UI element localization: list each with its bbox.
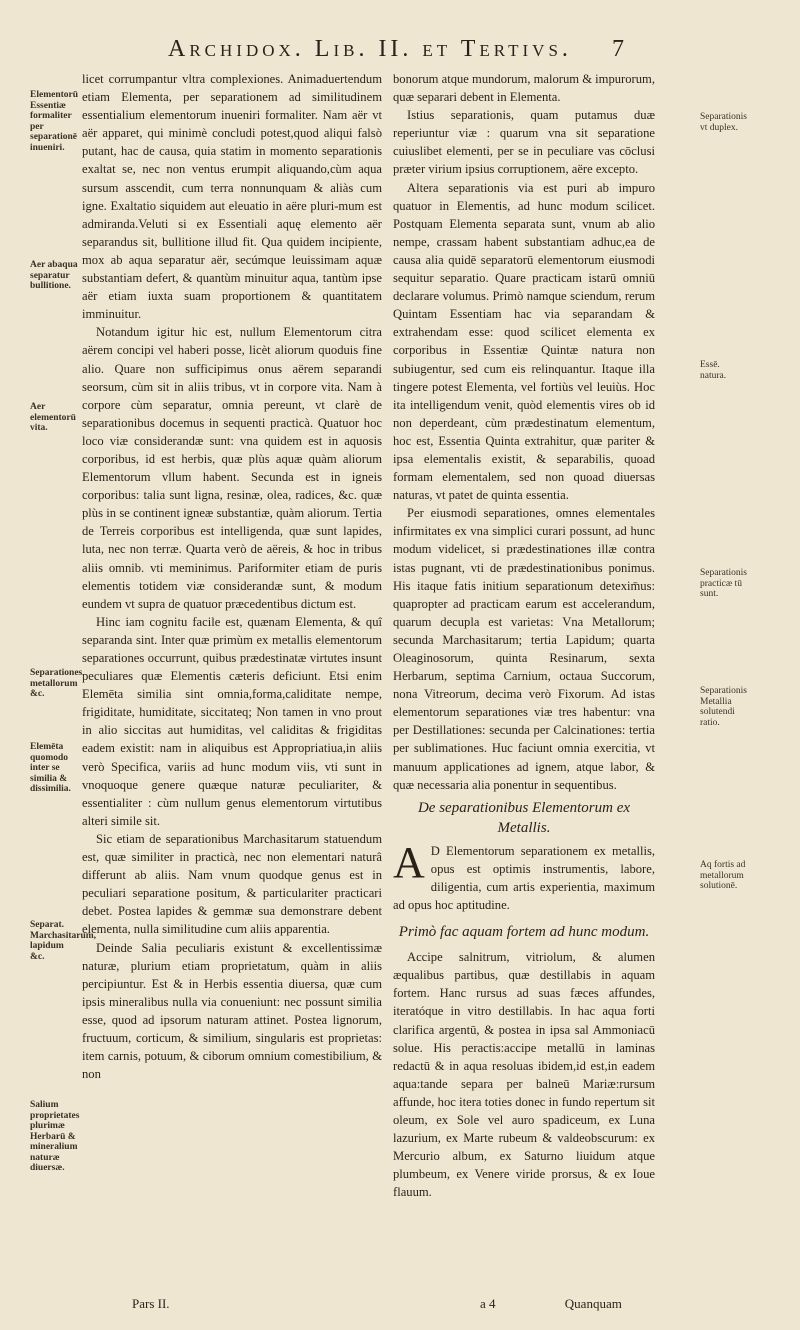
margin-note: Separat. Marchasitarum, lapidum &c. bbox=[30, 920, 97, 962]
paragraph: Per eiusmodi separationes, omnes elementales infirmitates ex vna simplici curari possunt, ad hunc modum videlicet, si prædestinationes illæ contra istas pugnant, vti de prædestinationibus ponimus. His itaque fatis initium separationum detexim̄us: quapropter ad practicam earum est accelerandum, quarum decupla est varietas: Vna Metallorum; secunda Marchasitarum; tertia Lapidum; quarta Oleaginosorum, quinta Resinarum, sexta Herbarum, septima Carnium, octaua Succorum, nona Vitreorum, decima verò Fixorum. Ad istas elementorum separationes viæ tres habentur: vna per Destillationes: secunda per Calcinationes: tertia per sublimationes. Huc faciunt omnia exercitia, vt manuum applicationes ad ignem, atque labor, & quæ necessaria alia ponentur in sequentibus. bbox=[393, 506, 655, 792]
paragraph: Altera separationis via est puri ab impuro quatuor in Elementis, ad hunc modum scilicet. Postquam Elementa separata sunt, vnum ab alio nempe, crassam habent substantiam adhuc,ea de causa alia quidē separatorū elementorum eiusmodi sequitur separatio. Quare practicam istarū omniū declarare volumus. Primò namque sciendum, rerum Quintam Essentiam hac via separandam & extrahendam esse: quod scilicet elementa ex corporibus in Essentiæ Quintæ natura non subiugentur, sed cum eis relinquantur. Itaque illa tingere potest Elementa, vel fortiùs vel leuiùs. Hoc ita intelligendum venit, quòd elementis vires ob id non deperdeant, cùm prædestinatum elementum, hoc est, Essentia Quinta extrahitur, quæ pariter & ipsa elementalis existit, & separabilis, quoad formam elementalem, sed non quoad diuersas naturas, vt patet de quinta essentia. bbox=[393, 180, 655, 503]
paragraph: Istius separationis, quam putamus duæ reperiuntur viæ : quarum vna sit separatione cuiuslibet elementi, per se in peculiare vas cōclusi præter virium ipsius corruptionem, aëre excepto. bbox=[393, 108, 655, 177]
paragraph: Notandum igitur hic est, nullum Elementorum citra aërem concipi vel haberi posse, licèt aliorum quoduis fine alio. Quare non sufficipimus onus aërem separandi seorsum, cùm sit in aliis tribus, vt in corpore vita. Nam à corpore cùm separatur, omnia pereunt, vt clarè de separationibus docemus in sequenti practicà. Quatuor hoc loco viæ considerandæ sunt: vna quidem est in aquosis corporibus, id est herbis, quæ plùs aquæ quàm aliorum Elementorum vllum habent. Secunda est in igneis corporibus: talia sunt ligna, resinæ, olea, radices, &c. quæ plùs in se continent igneæ substantiæ, quàm aliorum. Tertia de Terreis corporibus est intelligenda, quæ sunt lapides, luta, nec non terræ. Quarta verò de aëreis, & hoc in tribus aliis omnib. vti meminimus. Pariformiter etiam de puris elementis totidem viæ considerandæ sunt, & modum eundem vt supra de quatuor præcedentibus dictum est. bbox=[82, 325, 382, 611]
section-paragraph bbox=[393, 837, 655, 914]
margin-note: Elementorū Essentiæ formaliter per separationē inueniri. bbox=[30, 90, 79, 153]
margin-note: Essē. natura. bbox=[700, 360, 727, 381]
catchword: Quanquam bbox=[564, 1296, 622, 1311]
left-text-column bbox=[82, 70, 382, 1083]
paragraph: Deinde Salia peculiaris existunt & excellentissimæ naturæ, plurium etiam proprietatum, quàm in aliis percipiuntur. Est & in Herbis essentia diuersa, quæ cum ipsis mineralibus nulla via conueniunt: nec possunt similia esse, quod ad ipsorum naturam attinet. Postea lignorum, fructuum, corticum, & similium, singularis est proprietas: item carnis, potuum, & ciborum omnium comestibilium, & non bbox=[82, 940, 382, 1082]
paragraph: Hinc iam cognitu facile est, quænam Elementa, & quî separanda sint. Inter quæ primùm ex metallis elementorum separationes occurrunt, quibus prædestinatæ virtutes insunt peculiares quæ Elementis cæteris deficiunt. Etsi enim Elemēta similia sint omnia,forma,caliditate nempe, frigiditate, humiditate, siccitateq; Non tamen in vno prout in alio siccitas aut humiditas, vel caliditas & frigiditas eadem existit: nam in aliquibus est Appropriatiua,in aliis verò Specifica, variis ad hunc modum viis, vti sunt in vnoquoque genere quæque naturæ peculiariter, & essentialiter : cùm nullum genus elementorum virtutibus alteri simile sit. bbox=[82, 614, 382, 828]
paragraph: licet corrumpantur vltra complexiones. Animaduertendum etiam Elementa, per separationem ad similitudinem essentialium elementorum inueniri formaliter. Nam aër vt aër apparet, qui minimè concludi potest,quod aliqui falsò putant, hac de causa, quia statim in momento separationis exaltat se, nec non ventus erumpit aliquando,cùm aqua sursum asscendit, cum terra nonnunquam & aliàs cum igne. Exaltatio siquidem aut eleuatio in aëre pluri-mum est admiranda.Veluti si ex Essentiali aquę elemento aër separandus sit, bullitione illud fit. Qua quidem incipiente, mox ab aqua separatur aër, secúmque leuissimam aquæ substantiam defert, & quantùm minuitur aqua, tantùm ipse aër etiam iuxta suam proportionem & quantitatem imminuitur. bbox=[82, 72, 382, 322]
margin-note: Aq fortis ad metallorum solutionē. bbox=[700, 860, 746, 891]
page-footer bbox=[480, 1296, 688, 1312]
margin-note: Separationes metallorum &c. bbox=[30, 668, 83, 699]
margin-note: Aer elementorū vita. bbox=[30, 402, 76, 433]
running-title: Archidox. Lib. II. et Tertivs. bbox=[168, 36, 572, 62]
catchword-left: Pars II. bbox=[132, 1296, 170, 1311]
margin-note: Elemēta quomodo inter se similia & dissimilia. bbox=[30, 742, 71, 794]
margin-note: Separationis vt duplex. bbox=[700, 112, 747, 133]
recipe-heading: Primò fac aquam fortem ad hunc modum. bbox=[398, 924, 650, 941]
right-text-column bbox=[393, 70, 655, 1201]
section-heading: De separationibus Elementorum ex Metallis. bbox=[417, 799, 631, 836]
section-paragraph-text: D Elementorum separationem ex metallis, opus est optimis instrumentis, labore, diligentia, cum artis experientia, maximum ad opus hoc aptitudine. bbox=[393, 843, 655, 913]
recipe-paragraph: Accipe salnitrum, vitriolum, & alumen æqualibus partibus, quæ destillabis in aquam fortem. Hanc rursus ad suas fæces affundes, iteratóque in vitro destillabis. In hac aqua forti clarifica argentū, & postea in ipsa sal Ammoniacū solue. His peractis:accipe metallū in laminas redactū & in aqua resoluas ibidem,id est,in eadem aqua:tande separa per balneū Mariæ:rursum affunde, hoc itera toties donec in fundo repertum sit oleum, ex Sole vel auro spadiceum, ex Luna lazurium, ex Marte rubeum & valdeobscurum: ex Mercurio album, ex Saturno liuidum atque plumbeum, ex Venere viride prorsus, & ex Ioue flauum. bbox=[393, 950, 655, 1200]
paragraph: Sic etiam de separationibus Marchasitarum statuendum est, quæ similiter in practicà, nec non elementari naturâ differunt ab aliis. Nam vnum quodque genus est in peculiari separatione positum, & particulariter practicari debet. Postea lapides & gemmæ sua demonstrare debent elementa, nulla similitudine cum aliis apparentia. bbox=[82, 831, 382, 937]
signature-mark: a 4 bbox=[480, 1296, 496, 1311]
page-number: 7 bbox=[612, 36, 624, 62]
margin-note: Salium proprietates plurimæ Herbarū & mineralium naturæ diuersæ. bbox=[30, 1100, 80, 1173]
paragraph: bonorum atque mundorum, malorum & impurorum, quæ separari debent in Elementa. bbox=[393, 72, 655, 105]
margin-note: Separationis practicæ tū sunt. bbox=[700, 568, 747, 599]
margin-note: Separationis Metallia solutendi ratio. bbox=[700, 686, 747, 728]
drop-capital: A bbox=[393, 837, 425, 887]
margin-note: Aer abaqua separatur bullitione. bbox=[30, 260, 78, 291]
